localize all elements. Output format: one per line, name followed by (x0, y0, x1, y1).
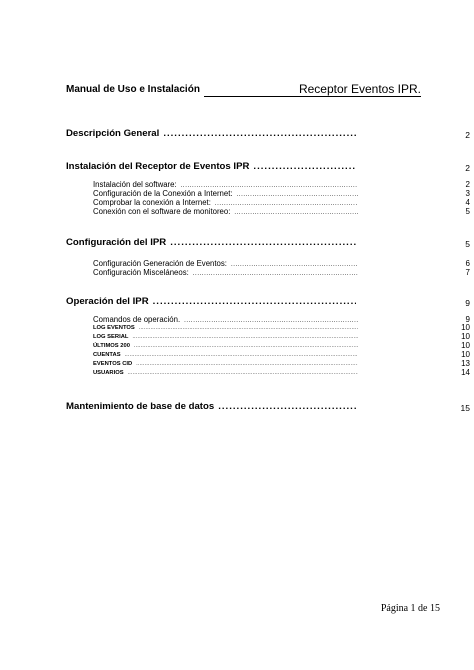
toc-subentry-title: Configuración de la Conexión a Internet: (93, 189, 233, 198)
toc-leader-dots (218, 401, 356, 412)
toc-subentry-page: 4 (465, 198, 470, 207)
toc-entry-title: Descripción General (66, 128, 160, 139)
toc-entry-mantenimiento[interactable] (66, 401, 406, 412)
toc-subentry-page: 10 (461, 341, 470, 350)
toc-leader-dots (253, 161, 356, 172)
toc-entry-page: 2 (465, 163, 470, 173)
toc-subentry-title: LOG SERIAL (93, 334, 129, 340)
toc-leader-dots (136, 361, 358, 367)
toc-subentry-title: ÚLTIMOS 200 (93, 343, 130, 349)
toc-subentry[interactable] (66, 370, 406, 376)
page-header (66, 82, 422, 102)
toc-subentry[interactable] (66, 325, 406, 331)
toc-subentry-page: 10 (461, 350, 470, 359)
toc-subentry-page: 7 (465, 268, 470, 277)
toc-subentry-title: Configuración Misceláneos: (93, 268, 189, 277)
page-footer (381, 603, 440, 614)
toc-subentry-title: USUARIOS (93, 370, 124, 376)
toc-entry-title: Instalación del Receptor de Eventos IPR (66, 161, 250, 172)
toc-subentry-page: 14 (461, 368, 470, 377)
toc-subentry[interactable] (66, 361, 406, 367)
toc-entry-configuracion-ipr[interactable] (66, 237, 406, 248)
toc-subentry-title: LOG EVENTOS (93, 325, 135, 331)
toc-subentry-page: 3 (465, 189, 470, 198)
toc-subentry[interactable] (66, 259, 406, 268)
page-number-label: Página 1 de 15 (380, 603, 440, 614)
toc-leader-dots (153, 296, 356, 307)
toc-leader-dots (128, 370, 358, 376)
toc-entry-title: Configuración del IPR (66, 237, 167, 248)
toc-subentry-title: Comprobar la conexión a Internet: (93, 198, 211, 207)
toc-subentry[interactable] (66, 315, 406, 324)
toc-entry-title: Operación del IPR (66, 296, 149, 307)
toc-subentry[interactable] (66, 334, 406, 340)
toc-leader-dots (163, 128, 356, 139)
toc-subentry[interactable] (66, 180, 406, 189)
toc-subentry-page: 6 (465, 259, 470, 268)
toc-leader-dots (134, 343, 358, 349)
toc-subentry[interactable] (66, 268, 406, 277)
toc-entry-page: 5 (465, 239, 470, 249)
toc-subentry-page: 10 (461, 332, 470, 341)
toc-leader-dots (234, 210, 358, 216)
toc-leader-dots (184, 318, 358, 324)
toc-entry-page: 15 (460, 403, 470, 413)
toc-subentry-page: 9 (465, 315, 470, 324)
toc-subentry-page: 5 (465, 207, 470, 216)
toc-entry-operacion-ipr[interactable] (66, 296, 406, 307)
toc-entry-title: Mantenimiento de base de datos (66, 401, 215, 412)
toc-subentry[interactable] (66, 189, 406, 198)
toc-subentry[interactable] (66, 207, 406, 216)
toc-subentry-page: 2 (465, 180, 470, 189)
toc-entry-descripcion-general[interactable] (66, 128, 406, 139)
toc-subentry[interactable] (66, 198, 406, 207)
toc-subentry-page: 10 (461, 323, 470, 332)
toc-subentry-title: EVENTOS CID (93, 361, 133, 367)
toc-leader-dots (139, 325, 358, 331)
toc-leader-dots (193, 271, 358, 277)
header-product-title: Receptor Eventos IPR. (204, 82, 421, 97)
toc-subentry-title: Instalación del software: (93, 180, 177, 189)
toc-subentry-title: Comandos de operación. (93, 315, 181, 324)
toc-leader-dots (132, 334, 358, 340)
toc-leader-dots (125, 352, 358, 358)
toc-subentry[interactable] (66, 352, 406, 358)
toc-subentry[interactable] (66, 343, 406, 349)
toc-subentry-title: CUENTAS (93, 352, 121, 358)
toc-entry-page: 2 (465, 130, 470, 140)
toc-entry-page: 9 (465, 298, 470, 308)
toc-subentry-page: 13 (461, 359, 470, 368)
toc-subentry-title: Conexión con el software de monitoreo: (93, 207, 231, 216)
toc-entry-instalacion-receptor[interactable] (66, 161, 406, 172)
toc-subentry-title: Configuración Generación de Eventos: (93, 259, 227, 268)
toc-leader-dots (170, 237, 356, 248)
header-manual-title: Manual de Uso e Instalación (66, 84, 200, 95)
